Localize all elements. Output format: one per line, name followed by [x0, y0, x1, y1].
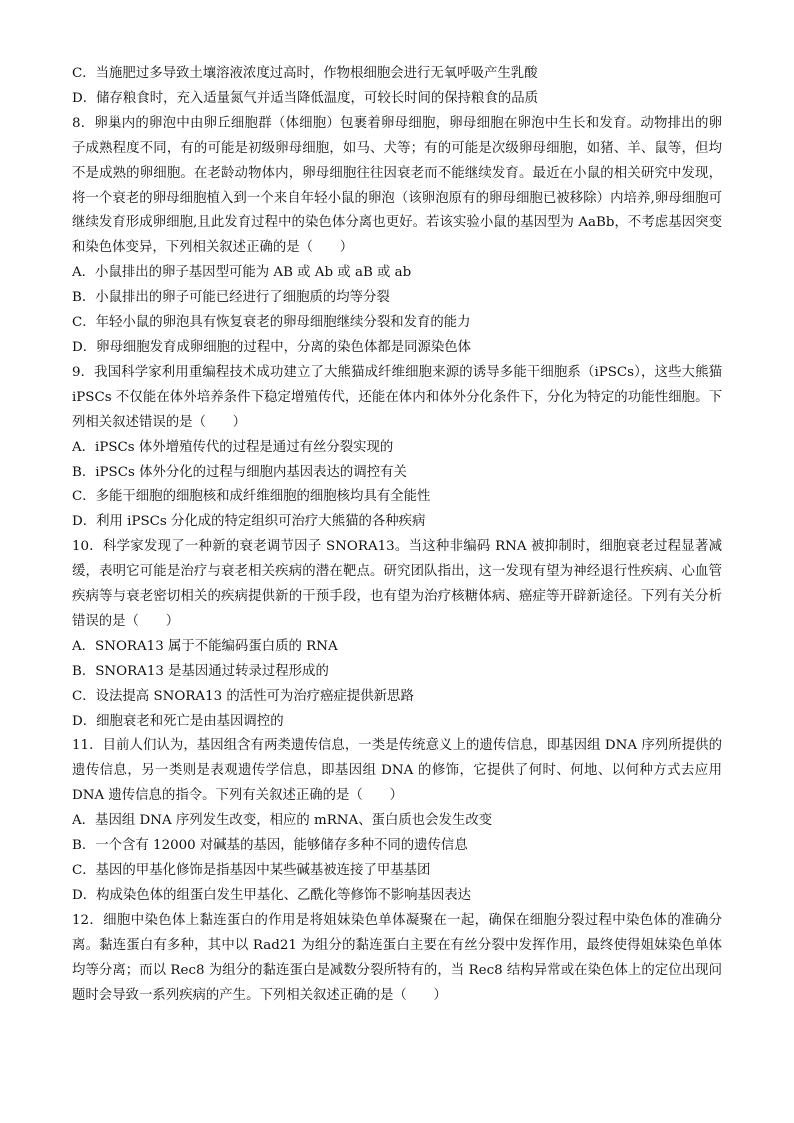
option-d: D．构成染色体的组蛋白发生甲基化、乙酰化等修饰不影响基因表达 — [72, 887, 472, 903]
option-b: B．SNORA13 是基因通过转录过程形成的 — [72, 663, 329, 679]
option-d: D．细胞衰老和死亡是由基因调控的 — [72, 713, 284, 729]
option-a: A．基因组 DNA 序列发生改变，相应的 mRNA、蛋白质也会发生改变 — [72, 813, 493, 829]
question-stem: 8．卵巢内的卵泡中由卵丘细胞群（体细胞）包裹着卵母细胞，卵母细胞在卵泡中生长和发育。动物排出的卵子成熟程度不同，有的可能是初级卵母细胞，如马、犬等；有的可能是次级卵母细胞，如猪、羊、鼠等，但均不是成熟的卵细胞。在老龄动物体内，卵母细胞往往因衰老而不能继续发育。最近在小鼠的相关研究中发现，将一个衰老的卵母细胞植入到一个来自年轻小鼠的卵泡（该卵泡原有的卵母细胞已被移除）内培养,卵母细胞可继续发育形成卵细胞,且此发育过程中的染色体分离也更好。若该实验小鼠的基因型为 AaBb，不考虑基因突变和染色体变异，下列相关叙述正确的是（ ） — [72, 115, 722, 256]
question-stem: 10．科学家发现了一种新的衰老调节因子 SNORA13。当这种非编码 RNA 被抑制时，细胞衰老过程显著减缓，表明它可能是治疗与衰老相关疾病的潜在靶点。研究团队指出，这一发现有望为神经退行性疾病、心血管疾病等与衰老密切相关的疾病提供新的干预手段，也有望为治疗核糖体病、癌症等开辟新途径。下列有关分析错误的是（ ） — [72, 539, 722, 629]
option-c: C．基因的甲基化修饰是指基因中某些碱基被连接了甲基基团 — [72, 863, 431, 878]
option-c: C．当施肥过多导致土壤溶液浓度过高时，作物根细胞会进行无氧呼吸产生乳酸 — [72, 66, 538, 81]
question-10 — [72, 535, 722, 734]
question-12 — [72, 909, 722, 1009]
option-b: B．一个含有 12000 对碱基的基因，能够储存多种不同的遗传信息 — [72, 838, 468, 854]
question-stem: 11．目前人们认为，基因组含有两类遗传信息，一类是传统意义上的遗传信息，即基因组 DNA 序列所提供的遗传信息，另一类则是表观遗传学信息，即基因组 DNA 的修饰，它提供了何时、何地、以何种方式去应用DNA 遗传信息的指令。下列有关叙述正确的是（ ） — [72, 738, 722, 804]
option-c: C．多能干细胞的细胞核和成纤维细胞的细胞核均具有全能性 — [72, 489, 431, 505]
option-b: B．iPSCs 体外分化的过程与细胞内基因表达的调控有关 — [72, 464, 407, 480]
option-d: D．储存粮食时，充入适量氮气并适当降低温度，可较长时间的保持粮食的品质 — [72, 90, 539, 106]
option-b: B．小鼠排出的卵子可能已经进行了细胞质的均等分裂 — [72, 290, 390, 306]
option-a: A．SNORA13 属于不能编码蛋白质的 RNA — [72, 638, 338, 654]
option-c: C．年轻小鼠的卵泡具有恢复衰老的卵母细胞继续分裂和发育的能力 — [72, 315, 471, 331]
question-9 — [72, 361, 722, 535]
question-11 — [72, 734, 722, 908]
exam-page — [72, 62, 722, 1008]
option-a: A．iPSCs 体外增殖传代的过程是通过有丝分裂实现的 — [72, 439, 394, 455]
option-c: C．设法提高 SNORA13 的活性可为治疗癌症提供新思路 — [72, 688, 414, 704]
question-stem: 12．细胞中染色体上黏连蛋白的作用是将姐妹染色单体凝聚在一起，确保在细胞分裂过程中染色体的准确分离。黏连蛋白有多种，其中以 Rad21 为组分的黏连蛋白主要在有丝分裂中发挥作用，最终使得姐妹染色单体均等分离；而以 Rec8 为组分的黏连蛋白是减数分裂所特有的，当 Rec8 结构异常或在染色体上的定位出现问题时会导致一系列疾病的产生。下列相关叙述正确的是（ ） — [72, 912, 722, 1003]
question-stem: 9．我国科学家利用重编程技术成功建立了大熊猫成纤维细胞来源的诱导多能干细胞系（iPSCs），这些大熊猫 iPSCs 不仅能在体外培养条件下稳定增殖传代，还能在体内和体外分化条件下，分化为特定的功能性细胞。下列相关叙述错误的是（ ） — [72, 364, 722, 430]
question-8 — [72, 112, 722, 361]
option-d: D．卵母细胞发育成卵细胞的过程中，分离的染色体都是同源染色体 — [72, 339, 472, 355]
option-a: A．小鼠排出的卵子基因型可能为 AB 或 Ab 或 aB 或 ab — [72, 265, 412, 281]
option-d: D．利用 iPSCs 分化成的特定组织可治疗大熊猫的各种疾病 — [72, 514, 426, 530]
